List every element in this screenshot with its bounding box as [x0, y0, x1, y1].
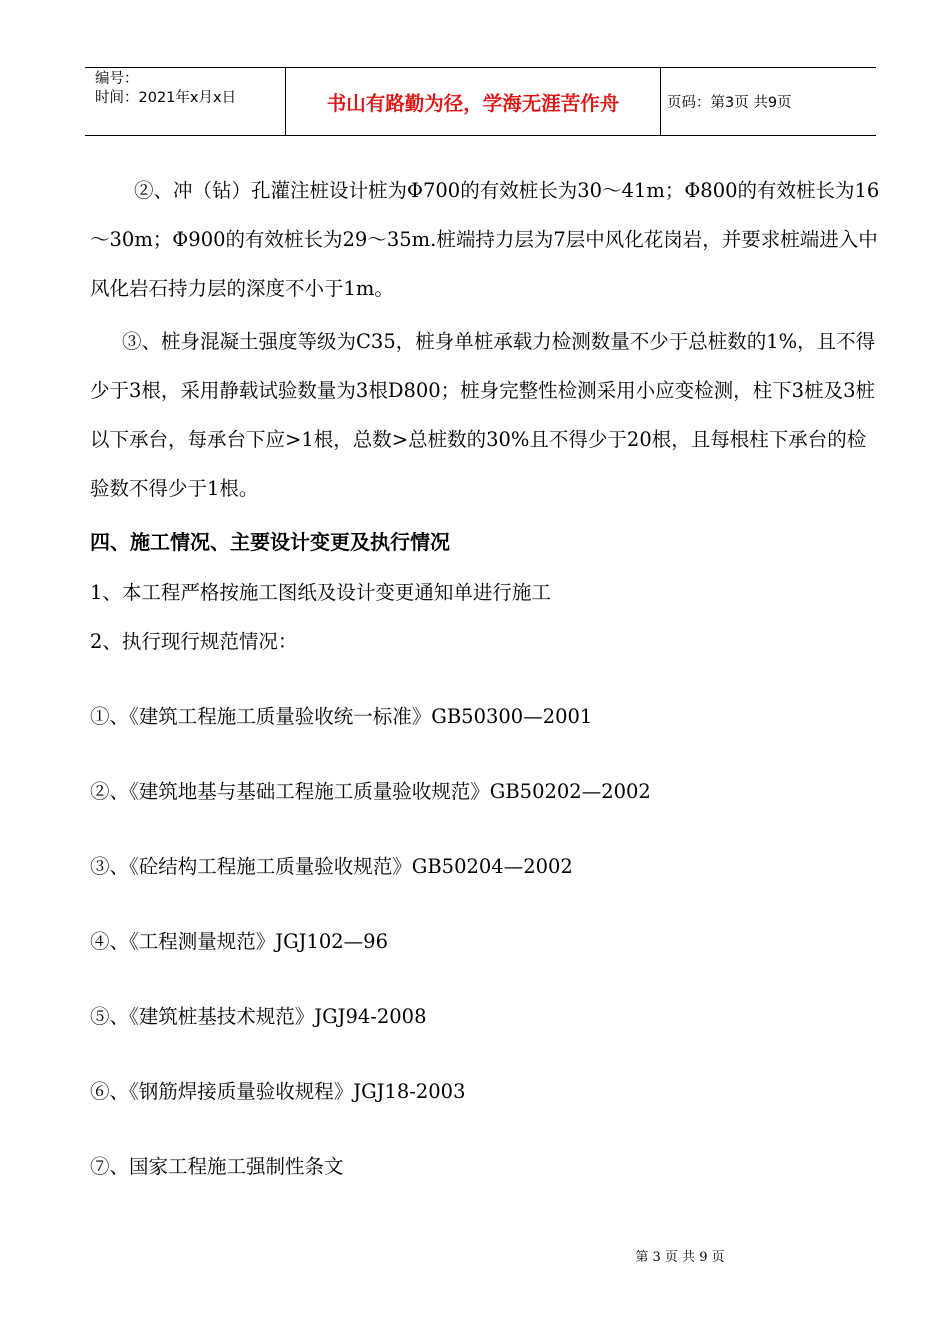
paragraph-pile-testing: ③、桩身混凝土强度等级为C35，桩身单桩承载力检测数量不少于总桩数的1%，且不得少于3根，采用静载试验数量为3根D800；桩身完整性检测采用小应变检测，柱下3桩及3桩以下承台，每承台下应>1根，总数>总桩数的30%且不得少于20根，且每根柱下承台的检验数不得少于1根。 — [90, 330, 876, 500]
list-item-construction: 1、本工程严格按施工图纸及设计变更通知单进行施工 — [90, 581, 551, 604]
section-heading: 四、施工情况、主要设计变更及执行情况 — [90, 530, 450, 554]
document-header — [85, 67, 876, 136]
standard-item: ⑤、《建筑桩基技术规范》JGJ94-2008 — [90, 1005, 427, 1028]
standard-item: ③、《砼结构工程施工质量验收规范》GB50204—2002 — [90, 855, 573, 878]
standard-item: ①、《建筑工程施工质量验收统一标准》GB50300—2001 — [90, 705, 593, 728]
standard-item: ②、《建筑地基与基础工程施工质量验收规范》GB50202—2002 — [90, 780, 651, 803]
header-motto: 书山有路勤为径，学海无涯苦作舟 — [286, 68, 661, 135]
header-page-label: 页码：第3页 共9页 — [667, 95, 792, 111]
page-footer — [0, 1246, 950, 1265]
document-date-label: 时间：2021年x月x日 — [95, 90, 237, 106]
document-number-label: 编号： — [95, 71, 139, 87]
standard-item: ⑥、《钢筋焊接质量验收规程》JGJ18-2003 — [90, 1080, 466, 1103]
paragraph-pile-length: ②、冲（钻）孔灌注桩设计桩为Φ700的有效桩长为30～41m；Φ800的有效桩长为16～30m；Φ900的有效桩长为29～35m.桩端持力层为7层中风化花岗岩，并要求桩端进入中风化岩石持力层的深度不小于1m。 — [90, 179, 880, 300]
standard-item: ④、《工程测量规范》JGJ102—96 — [90, 930, 388, 953]
standard-item: ⑦、国家工程施工强制性条文 — [90, 1155, 344, 1178]
footer-page-number: 第 3 页 共 9 页 — [635, 1250, 725, 1265]
header-meta-cell — [85, 68, 286, 135]
list-item-standards: 2、执行现行规范情况： — [90, 630, 298, 653]
